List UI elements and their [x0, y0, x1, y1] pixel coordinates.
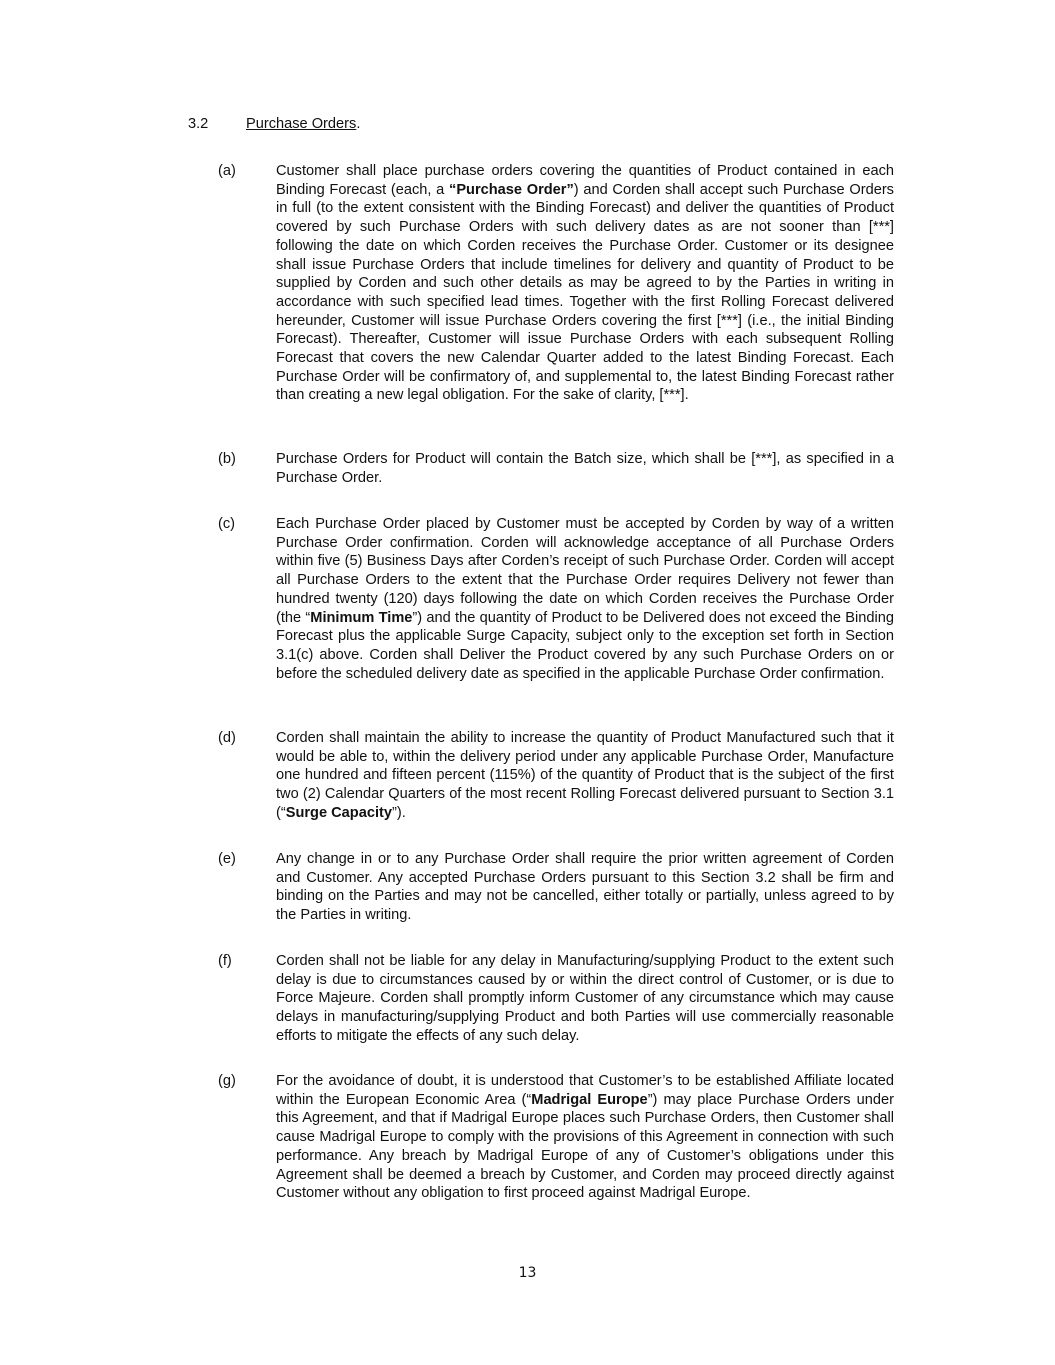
clause-text-segment: ) and Corden shall accept such Purchase Orders in full (to the extent consistent with the Binding Forecast) and deliver the quantities of Product covered by such Purchase Orders with such delivery dates as are not sooner than [***] following the date on which Corden receives the Purchase Order. Customer or its designee shall issue Purchase Orders that include timelines for delivery and quantity of Product to be supplied by Corden and such other details as may be agreed to by the Parties in writing in accordance with such specified lead times. Together with the first Rolling Forecast delivered hereunder, Customer will issue Purchase Orders covering the first [***] (i.e., the initial Binding Forecast). Thereafter, Customer will issue Purchase Orders with each subsequent Rolling Forecast that covers the new Calendar Quarter added to the latest Binding Forecast. Each Purchase Order will be confirmatory of, and supplemental to, the latest Binding Forecast rather than creating a new legal obligation. For the sake of clarity, [***]. [276, 181, 894, 404]
section-number: 3.2 [188, 116, 209, 132]
clause-text [276, 1072, 894, 1203]
clause-d [218, 729, 894, 823]
clause-a [218, 162, 894, 405]
clause-b [218, 450, 894, 487]
clause-text [276, 729, 894, 823]
defined-term-surge-capacity: Surge Capacity [285, 804, 392, 821]
clause-label: (c) [218, 516, 236, 532]
clause-text-segment: ”) and the quantity of Product to be Delivered does not exceed the Binding Forecast plus the applicable Surge Capacity, subject only to the exception set forth in Section 3.1(c) above. Corden shall Deliver the Product covered by any such Purchase Orders on or before the scheduled delivery date as specified in the applicable Purchase Order confirmation. [276, 609, 894, 682]
clause-text: Any change in or to any Purchase Order shall require the prior written agreement of Corden and Customer. Any accepted Purchase Orders pursuant to this Section 3.2 shall be firm and binding on the Parties and may not be cancelled, either totally or partially, unless agreed to by the Parties in writing. [276, 851, 894, 924]
clause-label: (g) [218, 1073, 236, 1089]
clause-g [218, 1072, 894, 1203]
section-heading [188, 115, 360, 134]
clause-label: (a) [218, 163, 236, 179]
defined-term-madrigal-europe: Madrigal Europe [531, 1091, 648, 1108]
clause-label: (f) [218, 953, 232, 969]
clause-f [218, 952, 894, 1046]
clause-text-segment: ”). [391, 804, 406, 821]
clause-label: (b) [218, 451, 236, 467]
clause-label: (d) [218, 730, 236, 746]
clause-text: Corden shall not be liable for any delay in Manufacturing/supplying Product to the extent such delay is due to circumstances caused by or within the direct control of Customer, or is due to Force Majeure. Corden shall promptly inform Customer of any circumstance which may cause delays in manufacturing/supplying Product and both Parties will use commercially reasonable efforts to mitigate the effects of any such delay. [276, 953, 894, 1044]
defined-term-purchase-order: “Purchase Order” [449, 181, 574, 198]
clause-text-segment: Corden shall maintain the ability to increase the quantity of Product Manufactured such that it would be able to, within the delivery period under any applicable Purchase Order, Manufacture one hundred and fifteen percent (115%) of the quantity of Product that is the subject of the first two (2) Calendar Quarters of the most recent Rolling Forecast delivered pursuant to Section 3.1 (“ [276, 730, 894, 821]
clause-text [276, 515, 894, 683]
clause-text [276, 162, 894, 405]
clause-c [218, 515, 894, 683]
clause-e [218, 850, 894, 925]
section-title-suffix: . [356, 116, 361, 132]
page-number: 13 [518, 1265, 537, 1281]
clause-label: (e) [218, 851, 236, 867]
section-title: Purchase Orders [246, 116, 357, 132]
clause-text-segment: Customer shall place purchase orders covering the quantities of Product contained in each Binding Forecast (each, a [276, 163, 894, 198]
defined-term-minimum-time: Minimum Time [310, 609, 413, 626]
clause-text-segment: For the avoidance of doubt, it is understood that Customer’s to be established Affiliate located within the European Economic Area (“ [276, 1073, 894, 1108]
clause-text-segment: ”) may place Purchase Orders under this Agreement, and that if Madrigal Europe places such Purchase Orders, then Customer shall cause Madrigal Europe to comply with the provisions of this Agreement in connection with such performance. Any breach by Madrigal Europe of any of Customer’s obligations under this Agreement shall be deemed a breach by Customer, and Corden may proceed directly against Customer without any obligation to first proceed against Madrigal Europe. [276, 1091, 895, 1202]
clause-text-segment: Each Purchase Order placed by Customer must be accepted by Corden by way of a written Purchase Order confirmation. Corden will acknowledge acceptance of all Purchase Orders within five (5) Business Days after Corden’s receipt of such Purchase Order. Corden will accept all Purchase Orders to the extent that the Purchase Order requires Delivery not fewer than hundred twenty (120) days following the date on which Corden receives the Purchase Order (the “ [276, 516, 894, 626]
clause-text: Purchase Orders for Product will contain the Batch size, which shall be [***], as specified in a Purchase Order. [276, 451, 894, 486]
